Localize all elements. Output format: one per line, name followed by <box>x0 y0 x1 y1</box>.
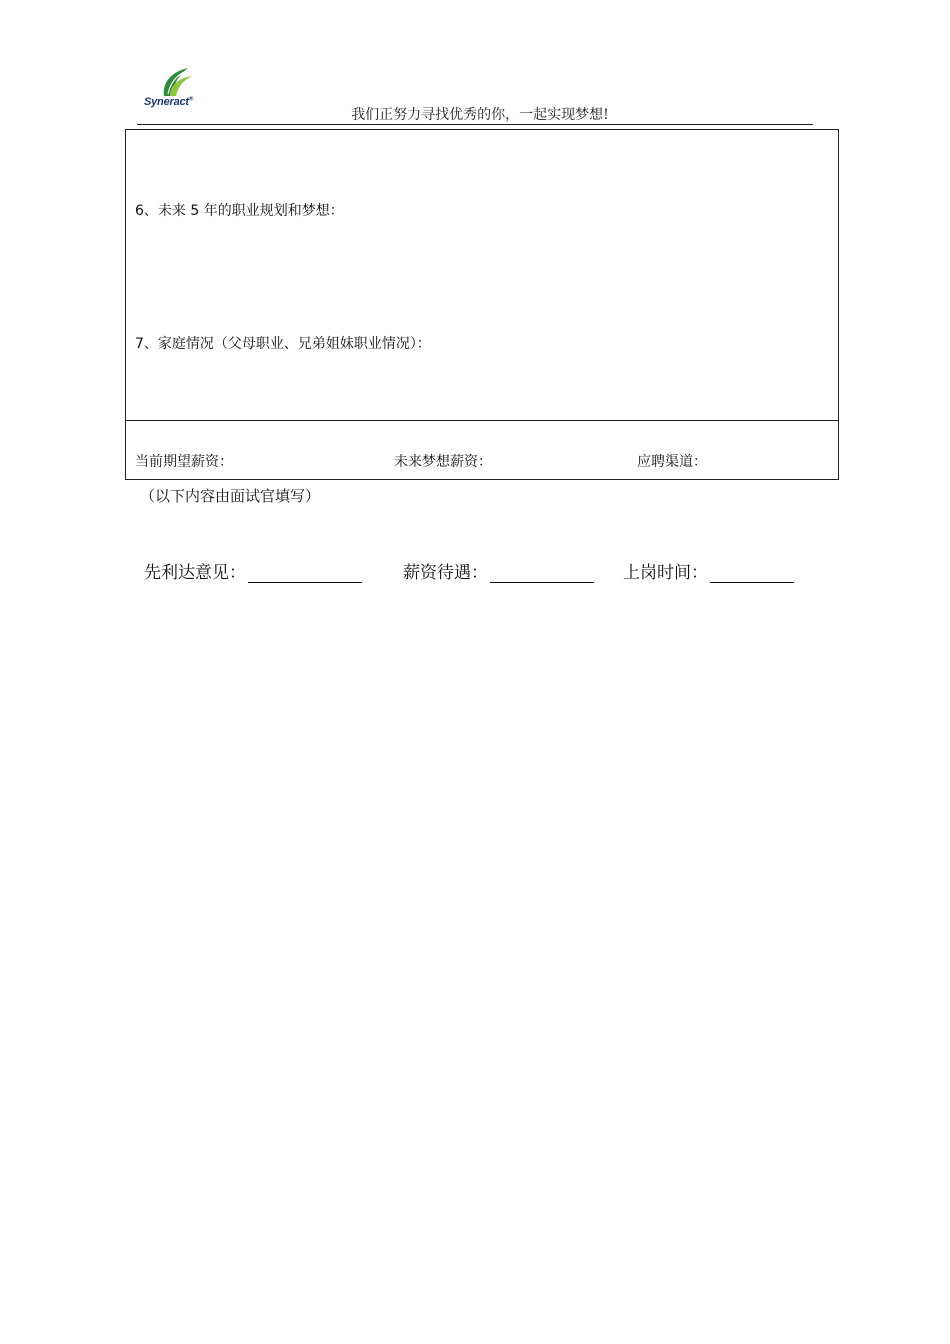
header-slogan: 我们正努力寻找优秀的你，一起实现梦想! <box>351 107 609 123</box>
current-expected-salary-label: 当前期望薪资： <box>135 454 233 470</box>
opinion-label: 先利达意见： <box>144 563 246 583</box>
opinion-field <box>144 558 362 583</box>
application-channel-label: 应聘渠道： <box>637 454 707 470</box>
salary-field <box>403 558 594 583</box>
logo-wordmark: Syneract® <box>144 96 194 108</box>
form-table <box>125 129 839 480</box>
syneract-logo <box>140 66 210 112</box>
start-time-field <box>623 558 794 583</box>
question-family-info: 7、家庭情况（父母职业、兄弟姐妹职业情况）： <box>135 336 431 352</box>
header-divider <box>137 124 813 125</box>
interviewer-note: （以下内容由面试官填写） <box>140 487 321 505</box>
start-time-label: 上岗时间： <box>623 563 708 583</box>
table-row-divider <box>125 420 839 421</box>
leaf-logo-icon <box>158 66 194 98</box>
start-time-blank[interactable] <box>710 562 794 583</box>
future-dream-salary-label: 未来梦想薪资： <box>394 454 492 470</box>
opinion-blank[interactable] <box>248 562 362 583</box>
question-career-plan: 6、未来 5 年的职业规划和梦想： <box>135 203 344 219</box>
salary-blank[interactable] <box>490 562 594 583</box>
salary-label: 薪资待遇： <box>403 563 488 583</box>
